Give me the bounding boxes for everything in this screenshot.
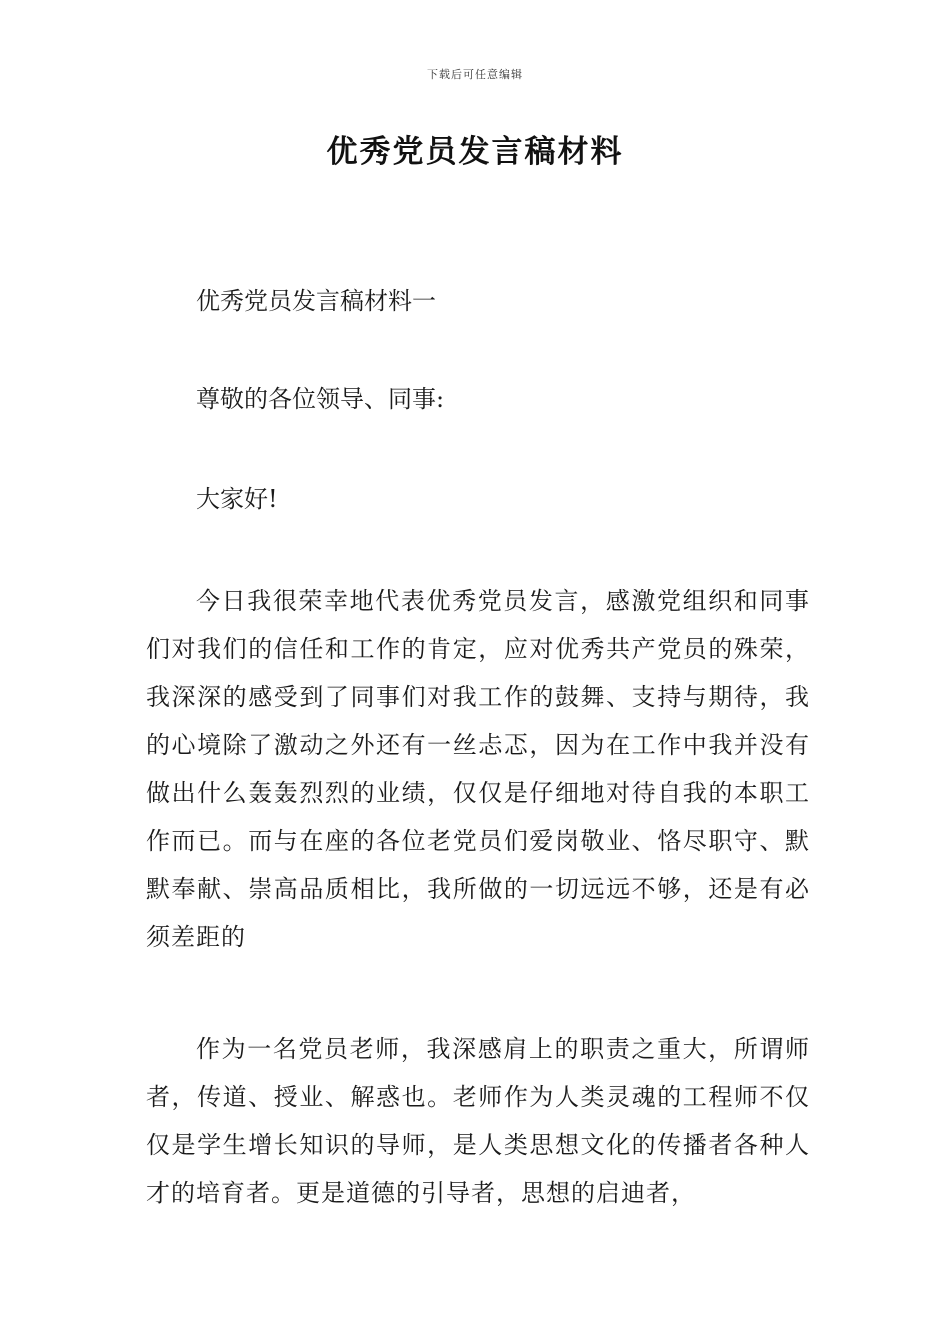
header-note: 下载后可任意编辑	[427, 68, 523, 81]
body-paragraph-2: 作为一名党员老师，我深感肩上的职责之重大，所谓师者，传道、授业、解惑也。老师作为人类灵魂的工程师不仅仅是学生增长知识的导师，是人类思想文化的传播者各种人才的培育者。更是道德的引导者，思想的启迪者，	[146, 1035, 810, 1207]
document-title: 优秀党员发言稿材料	[326, 134, 624, 170]
greeting: 大家好!	[196, 485, 278, 513]
section-heading: 优秀党员发言稿材料一	[196, 287, 436, 315]
body-paragraph-1: 今日我很荣幸地代表优秀党员发言，感激党组织和同事们对我们的信任和工作的肯定，应对优秀共产党员的殊荣，我深深的感受到了同事们对我工作的鼓舞、支持与期待，我的心境除了激动之外还有一丝忐忑，因为在工作中我并没有做出什么轰轰烈烈的业绩，仅仅是仔细地对待自我的本职工作而已。而与在座的各位老党员们爱岗敬业、恪尽职守、默默奉献、崇高品质相比，我所做的一切远远不够，还是有必须差距的	[146, 587, 810, 951]
salutation: 尊敬的各位领导、同事:	[196, 385, 445, 413]
